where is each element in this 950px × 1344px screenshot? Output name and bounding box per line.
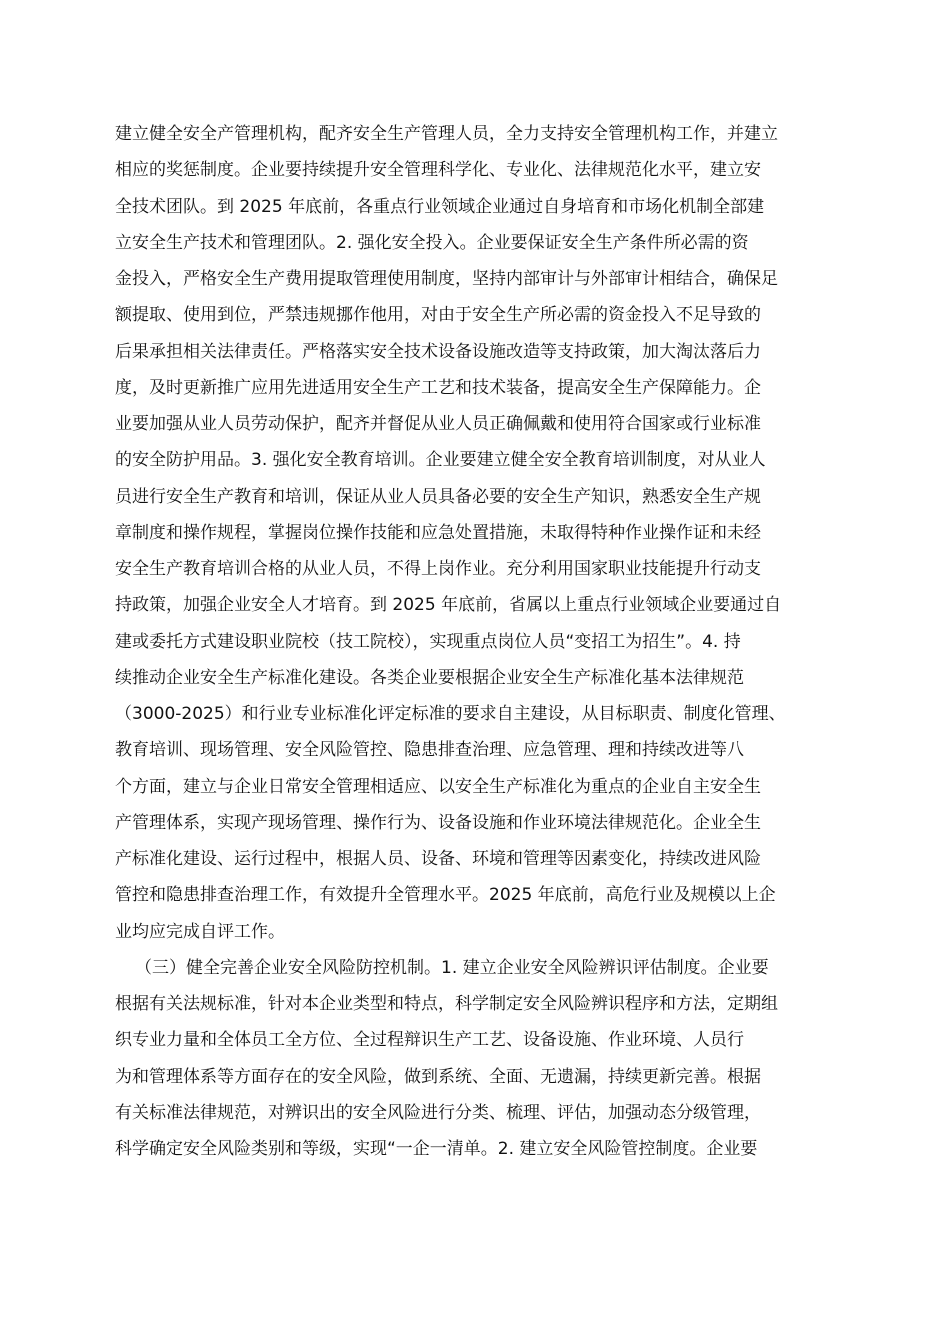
text-line: 有关标准法律规范，对辨识出的安全风险进行分类、梳理、评估，加强动态分级管理， xyxy=(115,1102,761,1123)
text-line: 员进行安全生产教育和培训，保证从业人员具备必要的安全生产知识，熟悉安全生产规 xyxy=(115,486,761,507)
text-line: 织专业力量和全体员工全方位、全过程辩识生产工艺、设备设施、作业环境、人员行 xyxy=(115,1030,744,1051)
text-line: 章制度和操作规程，掌握岗位操作技能和应急处置措施，未取得特种作业操作证和未经 xyxy=(115,522,761,543)
text-line: 建或委托方式建设职业院校（技工院校），实现重点岗位人员“变招工为招生”。4. 持 xyxy=(115,631,741,652)
text-line: （3000-2025）和行业专业标准化评定标准的要求自主建设，从目标职责、制度化管理、 xyxy=(115,704,786,724)
text-line: 金投入，严格安全生产费用提取管理使用制度，坚持内部审计与外部审计相结合，确保足 xyxy=(115,269,778,289)
text-line: 根据有关法规标准，针对本企业类型和特点，科学制定安全风险辨识程序和方法，定期组 xyxy=(115,994,778,1014)
text-line: 相应的奖惩制度。企业要持续提升安全管理科学化、专业化、法律规范化水平，建立安 xyxy=(115,160,761,181)
text-line: 额提取、使用到位，严禁违规挪作他用，对由于安全生产所必需的资金投入不足导致的 xyxy=(115,305,761,326)
text-line: 业均应完成自评工作。 xyxy=(115,921,285,942)
text-line: 度，及时更新推广应用先进适用安全生产工艺和技术装备，提高安全生产保障能力。企 xyxy=(115,377,761,398)
text-line: 管控和隐患排查治理工作，有效提升全管理水平。2025 年底前，高危行业及规模以上企 xyxy=(115,885,776,906)
text-line: 科学确定安全风险类别和等级，实现“一企一清单。2. 建立安全风险管控制度。企业要 xyxy=(115,1139,758,1159)
text-line: 教育培训、现场管理、安全风险管控、隐患排查治理、应急管理、理和持续改进等八 xyxy=(115,740,744,761)
text-line: 安全生产教育培训合格的从业人员，不得上岗作业。充分利用国家职业技能提升行动支 xyxy=(115,559,761,579)
text-line: 产标准化建设、运行过程中，根据人员、设备、环境和管理等因素变化，持续改进风险 xyxy=(115,849,761,869)
text-line: 为和管理体系等方面存在的安全风险，做到系统、全面、无遗漏，持续更新完善。根据 xyxy=(115,1066,761,1087)
text-line: 产管理体系，实现产现场管理、操作行为、设备设施和作业环境法律规范化。企业全生 xyxy=(115,812,761,833)
text-line: 立安全生产技术和管理团队。2. 强化安全投入。企业要保证安全生产条件所必需的资 xyxy=(115,232,749,253)
text-line: 后果承担相关法律责任。严格落实安全技术设备设施改造等支持政策，加大淘汰落后力 xyxy=(115,341,761,362)
text-line: 建立健全安全产管理机构，配齐安全生产管理人员，全力支持安全管理机构工作，并建立 xyxy=(115,124,778,144)
text-line: 持政策，加强企业安全人才培育。到 2025 年底前，省属以上重点行业领域企业要通过自 xyxy=(115,595,782,616)
text-line: 个方面，建立与企业日常安全管理相适应、以安全生产标准化为重点的企业自主安全生 xyxy=(115,776,761,797)
text-line: 全技术团队。到 2025 年底前，各重点行业领域企业通过自身培育和市场化机制全部建 xyxy=(115,196,765,217)
text-line: 续推动企业安全生产标准化建设。各类企业要根据企业安全生产标准化基本法律规范 xyxy=(115,667,744,688)
text-line: 的安全防护用品。3. 强化安全教育培训。企业要建立健全安全教育培训制度，对从业人 xyxy=(115,450,766,471)
text-line: 业要加强从业人员劳动保护，配齐并督促从业人员正确佩戴和使用符合国家或行业标准 xyxy=(115,414,761,434)
paragraph-start-line: （三）健全完善企业安全风险防控机制。1. 建立企业安全风险辨识评估制度。企业要 xyxy=(135,957,769,978)
body-text xyxy=(115,116,835,1167)
